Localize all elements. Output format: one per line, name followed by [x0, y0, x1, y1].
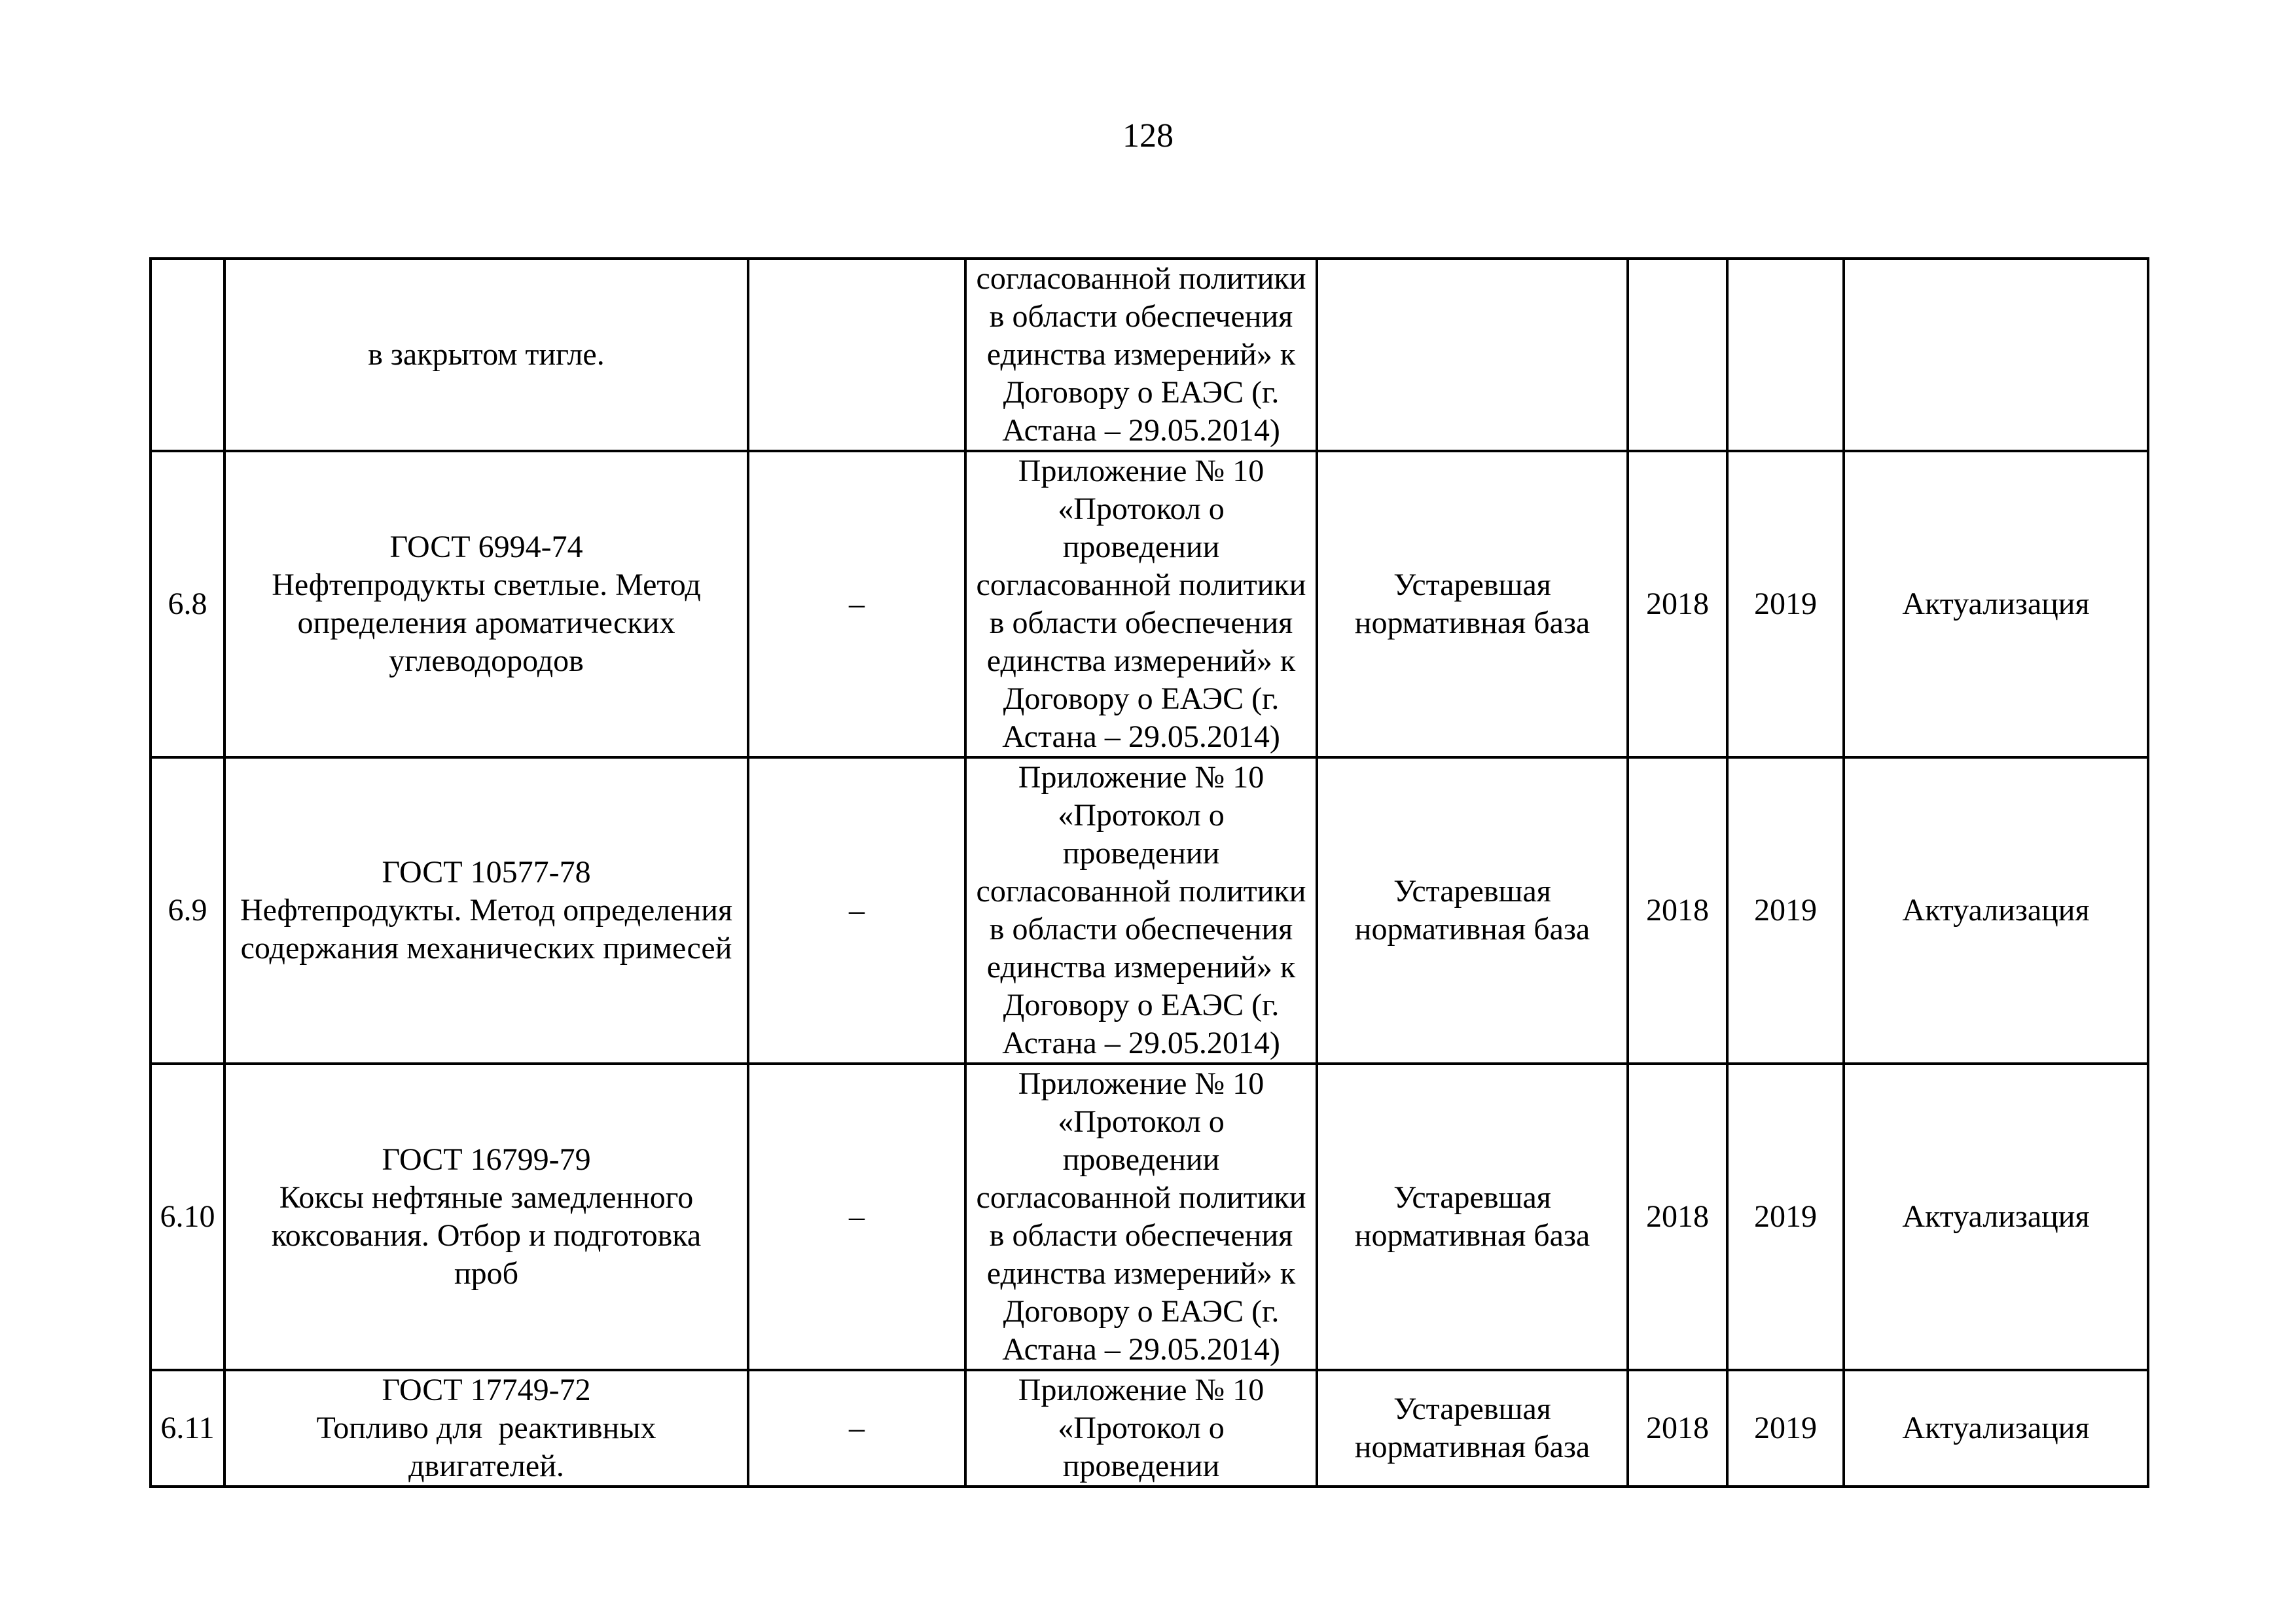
table-row-6-8	[151, 451, 2148, 757]
basis-line: в области обеспечения	[989, 605, 1293, 640]
basis-line: Приложение № 10	[1018, 1373, 1265, 1407]
replacement-cell: –	[748, 1370, 965, 1487]
reason-line: Устаревшая	[1393, 568, 1551, 602]
table-row-continuation	[151, 259, 2148, 451]
basis-line: в области обеспечения	[989, 912, 1293, 947]
basis-line: согласованной политики	[976, 568, 1306, 602]
basis-line: Астана – 29.05.2014)	[1002, 1332, 1280, 1367]
start-year-cell: 2018	[1628, 451, 1727, 757]
basis-line: согласованной политики	[976, 261, 1306, 296]
basis-line: проведении	[1062, 836, 1220, 871]
page-number: 128	[1122, 117, 1174, 154]
basis-line: Договору о ЕАЭС (г.	[1003, 1294, 1280, 1329]
reason-cell	[1317, 451, 1628, 757]
row-number-cell: 6.11	[151, 1370, 224, 1487]
reason-line: Устаревшая	[1393, 874, 1551, 909]
table-row-6-10	[151, 1064, 2148, 1370]
standard-title-line: определения ароматических	[297, 605, 675, 640]
end-year-cell	[1727, 259, 1844, 451]
start-year-cell: 2018	[1628, 757, 1727, 1064]
basis-cell	[965, 451, 1317, 757]
reason-line: нормативная база	[1354, 605, 1590, 640]
standard-title-line: Коксы нефтяные замедленного	[279, 1180, 694, 1215]
standard-name-cell	[224, 259, 748, 451]
basis-line: Договору о ЕАЭС (г.	[1003, 681, 1280, 716]
end-year-cell: 2019	[1727, 451, 1844, 757]
standard-title-line: коксования. Отбор и подготовка	[271, 1218, 702, 1253]
reason-line: нормативная база	[1354, 912, 1590, 947]
basis-line: Астана – 29.05.2014)	[1002, 413, 1280, 448]
basis-line: Астана – 29.05.2014)	[1002, 719, 1280, 754]
end-year-cell: 2019	[1727, 757, 1844, 1064]
basis-line: Приложение № 10	[1018, 1066, 1265, 1101]
action-cell	[1844, 259, 2148, 451]
standard-name-cell	[224, 451, 748, 757]
reason-cell	[1317, 757, 1628, 1064]
standard-title-line: Нефтепродукты. Метод определения	[240, 893, 733, 928]
row-number-cell: 6.9	[151, 757, 224, 1064]
standard-name-cell	[224, 1064, 748, 1370]
basis-line: Договору о ЕАЭС (г.	[1003, 988, 1280, 1022]
standard-name-line: в закрытом тигле.	[368, 337, 605, 372]
action-cell: Актуализация	[1844, 757, 2148, 1064]
basis-line: Астана – 29.05.2014)	[1002, 1026, 1280, 1060]
standard-code: ГОСТ 17749-72	[382, 1373, 591, 1407]
standard-title-line: углеводородов	[389, 643, 584, 678]
basis-line: Приложение № 10	[1018, 760, 1265, 795]
standard-title-line: содержания механических примесей	[240, 931, 732, 965]
basis-line: «Протокол о	[1058, 492, 1225, 526]
row-number-cell: 6.8	[151, 451, 224, 757]
action-cell: Актуализация	[1844, 1064, 2148, 1370]
basis-line: согласованной политики	[976, 1180, 1306, 1215]
reason-cell	[1317, 1370, 1628, 1487]
basis-line: единства измерений» к	[986, 337, 1296, 372]
standard-title-line: проб	[454, 1256, 519, 1291]
basis-line: проведении	[1062, 1142, 1220, 1177]
basis-cell	[965, 259, 1317, 451]
basis-cell	[965, 757, 1317, 1064]
standard-title-line: Нефтепродукты светлые. Метод	[272, 568, 701, 602]
basis-line: «Протокол о	[1058, 1411, 1225, 1445]
row-number-cell: 6.10	[151, 1064, 224, 1370]
basis-line: «Протокол о	[1058, 798, 1225, 833]
basis-cell	[965, 1064, 1317, 1370]
end-year-cell: 2019	[1727, 1064, 1844, 1370]
basis-line: в области обеспечения	[989, 1218, 1293, 1253]
replacement-cell	[748, 259, 965, 451]
standard-code: ГОСТ 6994-74	[389, 530, 583, 564]
basis-line: проведении	[1062, 1449, 1220, 1483]
start-year-cell: 2018	[1628, 1064, 1727, 1370]
basis-line: «Протокол о	[1058, 1104, 1225, 1139]
reason-line: нормативная база	[1354, 1218, 1590, 1253]
standard-title-line: Топливо для реактивных	[316, 1411, 656, 1445]
action-cell: Актуализация	[1844, 451, 2148, 757]
row-number-cell	[151, 259, 224, 451]
start-year-cell	[1628, 259, 1727, 451]
standard-name-cell	[224, 757, 748, 1064]
reason-cell	[1317, 1064, 1628, 1370]
reason-line: нормативная база	[1354, 1430, 1590, 1464]
start-year-cell: 2018	[1628, 1370, 1727, 1487]
reason-line: Устаревшая	[1393, 1180, 1551, 1215]
end-year-cell: 2019	[1727, 1370, 1844, 1487]
standard-code: ГОСТ 10577-78	[382, 855, 591, 890]
standard-code: ГОСТ 16799-79	[382, 1142, 591, 1177]
basis-line: единства измерений» к	[986, 643, 1296, 678]
action-cell: Актуализация	[1844, 1370, 2148, 1487]
basis-line: Договору о ЕАЭС (г.	[1003, 375, 1280, 410]
reason-line: Устаревшая	[1393, 1392, 1551, 1426]
basis-line: в области обеспечения	[989, 299, 1293, 334]
basis-line: согласованной политики	[976, 874, 1306, 909]
basis-line: Приложение № 10	[1018, 454, 1265, 488]
basis-line: проведении	[1062, 530, 1220, 564]
standard-title-line: двигателей.	[408, 1449, 564, 1483]
basis-cell	[965, 1370, 1317, 1487]
table-row-6-9	[151, 757, 2148, 1064]
replacement-cell: –	[748, 757, 965, 1064]
reason-cell	[1317, 259, 1628, 451]
basis-line: единства измерений» к	[986, 1256, 1296, 1291]
standard-name-cell	[224, 1370, 748, 1487]
table-row-6-11	[151, 1370, 2148, 1487]
replacement-cell: –	[748, 1064, 965, 1370]
basis-line: единства измерений» к	[986, 950, 1296, 984]
standards-table	[149, 257, 2149, 1488]
replacement-cell: –	[748, 451, 965, 757]
